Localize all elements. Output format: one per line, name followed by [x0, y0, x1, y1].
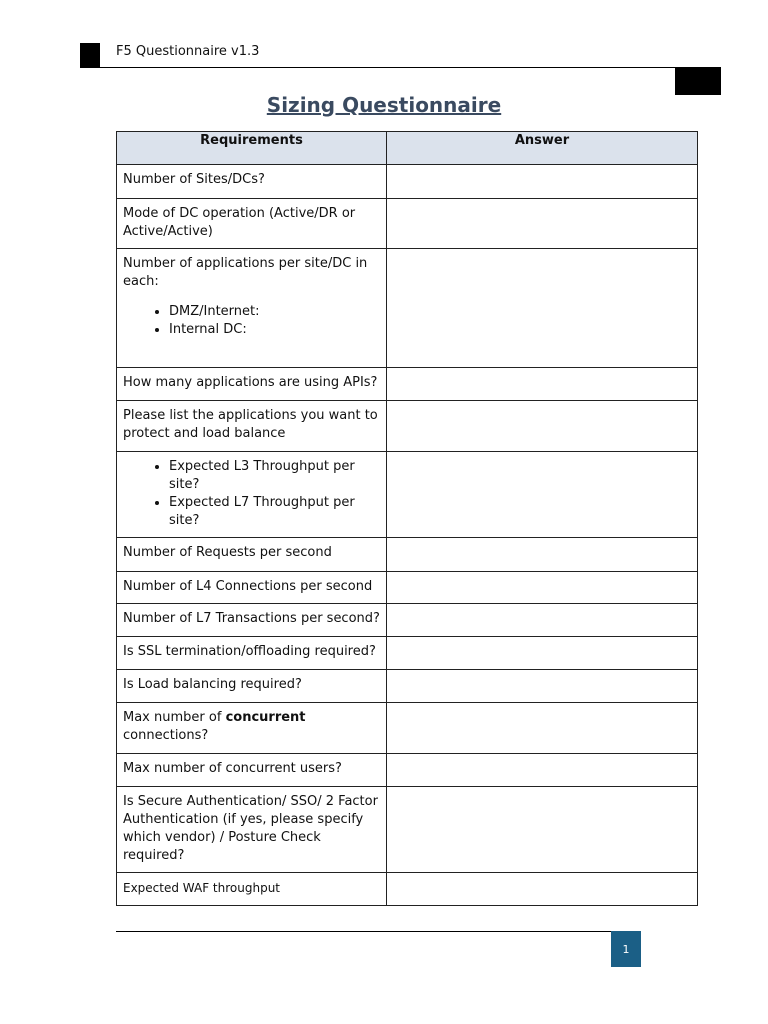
requirement-text: Expected WAF throughput: [123, 881, 281, 895]
requirement-text: Please list the applications you want to protect and load balance: [123, 408, 378, 441]
answer-cell[interactable]: [387, 637, 698, 670]
requirement-cell: [117, 572, 387, 604]
requirement-text: Number of Sites/DCs?: [123, 172, 265, 187]
requirement-cell: [117, 703, 387, 754]
column-header-answer: Answer: [387, 132, 698, 165]
table-row: [117, 368, 698, 401]
requirement-cell: [117, 754, 387, 787]
answer-cell[interactable]: [387, 368, 698, 401]
table-row: [117, 873, 698, 906]
answer-cell[interactable]: [387, 754, 698, 787]
bullet-item: • DMZ/Internet:: [169, 303, 380, 321]
requirement-text-part: connections?: [123, 728, 209, 743]
table-header-row: [117, 132, 698, 165]
table-row: [117, 572, 698, 604]
requirement-text: Mode of DC operation (Active/DR or Active/Active): [123, 206, 356, 239]
requirement-cell: [117, 165, 387, 199]
footer-rule: [116, 931, 611, 932]
requirement-text: Max number of concurrent users?: [123, 761, 342, 776]
requirement-text: Number of applications per site/DC in each:: [123, 256, 368, 289]
table-row: [117, 787, 698, 873]
answer-cell[interactable]: [387, 787, 698, 873]
page-title: Sizing Questionnaire: [266, 93, 502, 117]
requirement-text: How many applications are using APIs?: [123, 375, 378, 390]
page-number-badge: [611, 931, 641, 967]
requirement-cell: [117, 368, 387, 401]
table-row: [117, 401, 698, 452]
table-row: [117, 249, 698, 368]
header-right-block: [675, 68, 721, 95]
table-row: [117, 703, 698, 754]
answer-cell[interactable]: [387, 670, 698, 703]
answer-cell[interactable]: [387, 873, 698, 906]
requirement-text: Number of Requests per second: [123, 545, 332, 560]
requirement-cell: [117, 604, 387, 637]
requirement-cell: [117, 873, 387, 906]
bullet-item: • Expected L3 Throughput per site?: [169, 458, 380, 494]
requirement-cell: [117, 787, 387, 873]
answer-cell[interactable]: [387, 703, 698, 754]
requirement-cell: [117, 538, 387, 572]
table-row: [117, 538, 698, 572]
table-row: [117, 604, 698, 637]
requirement-text: Is SSL termination/offloading required?: [123, 644, 376, 659]
requirement-cell: [117, 670, 387, 703]
table-row: [117, 165, 698, 199]
bullet-item: • Expected L7 Throughput per site?: [169, 494, 380, 530]
header-black-block: [80, 43, 100, 68]
table-row: [117, 754, 698, 787]
table-row: [117, 637, 698, 670]
requirement-text: Number of L4 Connections per second: [123, 579, 373, 594]
table-row: [117, 199, 698, 249]
answer-cell[interactable]: [387, 604, 698, 637]
requirement-text: Is Secure Authentication/ SSO/ 2 Factor Authentication (if yes, please specify which vendor) / Posture Check required?: [123, 794, 378, 863]
requirement-text: Is Load balancing required?: [123, 677, 302, 692]
requirement-cell: [117, 637, 387, 670]
requirement-text-part: Max number of: [123, 710, 222, 725]
requirement-cell: [117, 249, 387, 368]
answer-cell[interactable]: [387, 572, 698, 604]
header-rule: [80, 67, 721, 68]
answer-cell[interactable]: [387, 401, 698, 452]
bullet-list: [123, 303, 380, 339]
requirement-cell: [117, 401, 387, 452]
page-number: 1: [622, 942, 630, 956]
answer-cell[interactable]: [387, 165, 698, 199]
answer-cell[interactable]: [387, 249, 698, 368]
bullet-item: • Internal DC:: [169, 321, 380, 339]
document-header-title: F5 Questionnaire v1.3: [116, 44, 260, 59]
answer-cell[interactable]: [387, 199, 698, 249]
table-row: [117, 452, 698, 538]
requirement-cell: [117, 452, 387, 538]
table-row: [117, 670, 698, 703]
requirement-cell: [117, 199, 387, 249]
requirement-text-emphasis: concurrent: [225, 710, 306, 725]
answer-cell[interactable]: [387, 538, 698, 572]
requirement-text: [123, 709, 380, 745]
requirement-text: Number of L7 Transactions per second?: [123, 611, 380, 626]
column-header-requirements: Requirements: [117, 132, 387, 165]
bullet-list: [123, 458, 380, 530]
answer-cell[interactable]: [387, 452, 698, 538]
questionnaire-table: [116, 131, 698, 906]
